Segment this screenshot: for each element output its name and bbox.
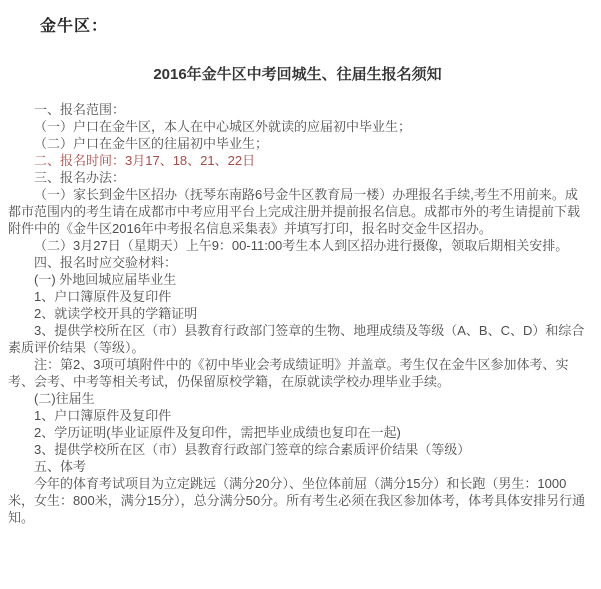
section-4-group-2-item-2: 2、学历证明(毕业证原件及复印件，需把毕业成绩也复印在一起) xyxy=(34,425,401,440)
section-4-group-2-item-1: 1、户口簿原件及复印件 xyxy=(34,408,172,423)
section-3-item-1: （一）家长到金牛区招办（抚琴东南路6号金牛区教育局一楼）办理报名手续,考生不用前来。成都市范围内的考生请在成都市中考应用平台上完成注册并提前报名信息。成都市外的考生请提前下载附件中的《金牛区2016年中考报名信息采集表》并填写打印，报名时交金牛区招办。 xyxy=(8,187,581,236)
notice-body xyxy=(8,101,587,526)
section-4-group-2: (二)往届生 xyxy=(34,391,95,406)
section-1-item-1: （一）户口在金牛区，本人在中心城区外就读的应届初中毕业生； xyxy=(34,119,412,134)
section-1-heading: 一、报名范围： xyxy=(34,102,126,117)
section-4-group-1: (一) 外地回城应届毕业生 xyxy=(34,272,177,287)
section-5-heading: 五、体考 xyxy=(34,459,87,474)
section-4-note: 注：第2、3项可填附件中的《初中毕业会考成绩证明》并盖章。考生仅在金牛区参加体考、实考、会考、中考等相关考试，仍保留原校学籍，在原就读学校办理毕业手续。 xyxy=(8,357,569,389)
region-label: 金牛区： xyxy=(40,18,109,35)
section-4-group-2-item-3: 3、提供学校所在区（市）县教育行政部门签章的综合素质评价结果（等级） xyxy=(34,442,471,457)
notice-document xyxy=(0,63,601,526)
notice-title: 2016年金牛区中考回城生、往届生报名须知 xyxy=(153,66,442,83)
section-4-group-1-item-2: 2、就读学校开具的学籍证明 xyxy=(34,306,198,321)
section-4-heading: 四、报名时应交验材料： xyxy=(34,255,178,270)
section-3-item-2: （二）3月27日（星期天）上午9：00-11:00考生本人到区招办进行摄像，领取后期相关安排。 xyxy=(34,238,569,253)
section-1-item-2: （二）户口在金牛区的往届初中毕业生； xyxy=(34,136,269,151)
section-4-group-1-item-1: 1、户口簿原件及复印件 xyxy=(34,289,172,304)
section-5-body: 今年的体育考试项目为立定跳远（满分20分）、坐位体前屈（满分15分）和长跑（男生：1000米，女生：800米，满分15分），总分满分50分。所有考生必须在我区参加体考，体考具体安排另行通知。 xyxy=(8,476,586,525)
section-3-heading: 三、报名办法： xyxy=(34,170,126,185)
section-2-heading: 二、报名时间：3月17、18、21、22日 xyxy=(34,153,256,168)
section-4-group-1-item-3: 3、提供学校所在区（市）县教育行政部门签章的生物、地理成绩及等级（A、B、C、D）和综合素质评价结果（等级）。 xyxy=(8,323,585,355)
